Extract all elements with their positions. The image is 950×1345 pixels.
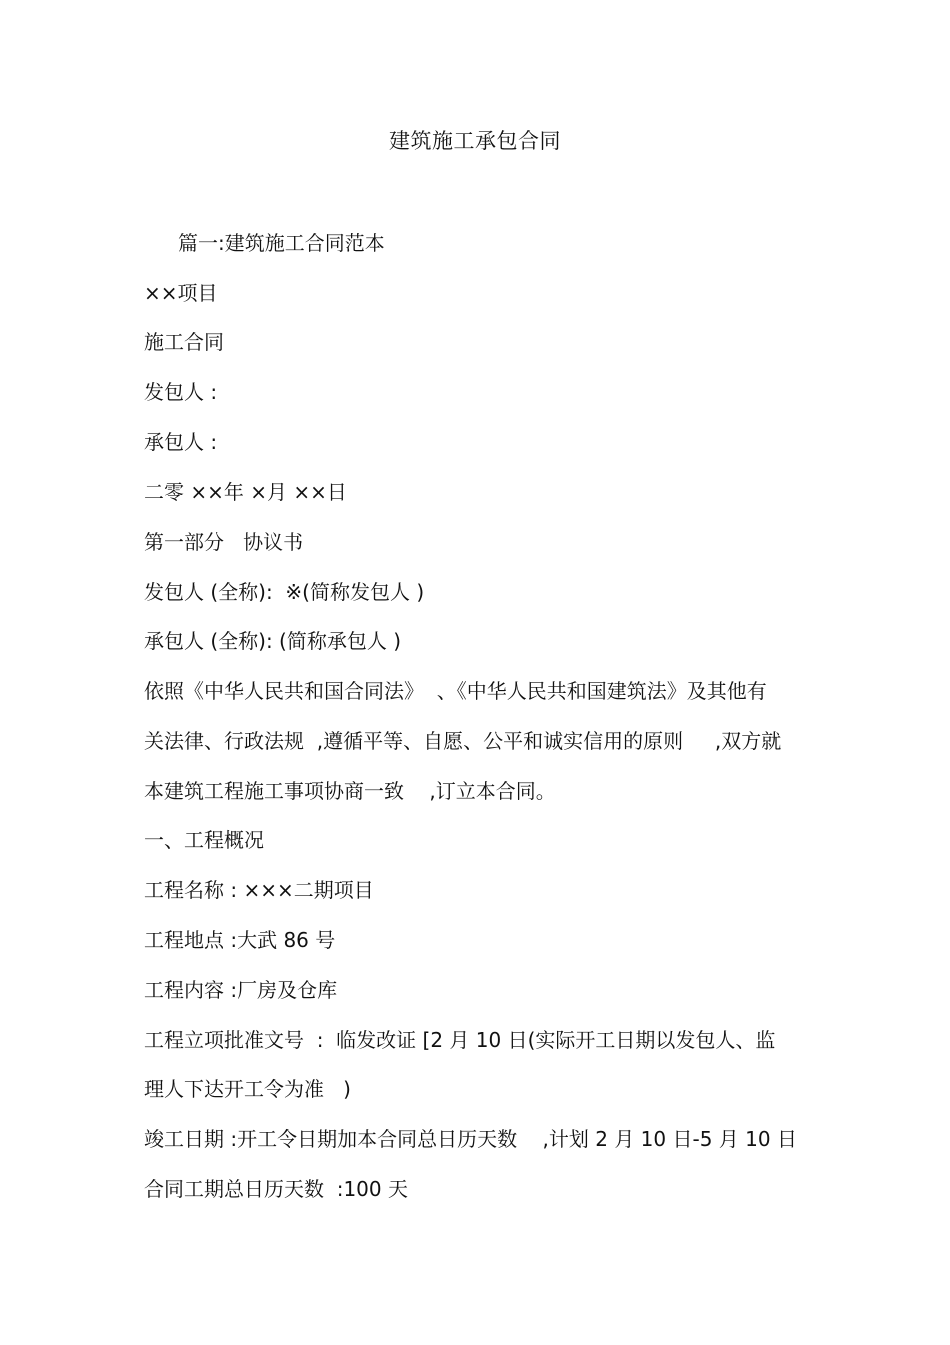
contractor-line: 承包人 :: [144, 430, 218, 454]
contractor-fullname-line: 承包人 (全称): (简称承包人 ): [144, 629, 402, 653]
body-paragraph-line: 依照《中华人民共和国合同法》 、《中华人民共和国建筑法》及其他有: [144, 679, 767, 703]
total-days-line: 合同工期总日历天数 :100 天: [144, 1177, 408, 1201]
project-name-line: ××项目: [144, 281, 218, 305]
project-title-line: 工程名称 : ×××二期项目: [144, 878, 374, 902]
employer-fullname-line: 发包人 (全称): ※(简称发包人 ): [144, 580, 425, 604]
chapter-heading: 篇一:建筑施工合同范本: [178, 231, 385, 255]
part-one-heading: 第一部分 协议书: [144, 530, 304, 554]
contract-type-line: 施工合同: [144, 330, 224, 354]
body-paragraph-line: 本建筑工程施工事项协商一致 ,订立本合同。: [144, 779, 556, 803]
completion-date-line: 竣工日期 :开工令日期加本合同总日历天数 ,计划 2 月 10 日-5 月 10 日: [144, 1127, 797, 1151]
date-line: 二零 ××年 ×月 ××日: [144, 480, 347, 504]
document-title: 建筑施工承包合同: [389, 129, 561, 153]
approval-number-line-cont: 理人下达开工令为准 ): [144, 1077, 351, 1101]
project-content-line: 工程内容 :厂房及仓库: [144, 978, 338, 1002]
body-paragraph-line: 关法律、行政法规 ,遵循平等、自愿、公平和诚实信用的原则 ,双方就: [144, 729, 782, 753]
employer-line: 发包人 :: [144, 380, 218, 404]
project-location-line: 工程地点 :大武 86 号: [144, 928, 336, 952]
section-heading-overview: 一、工程概况: [144, 828, 264, 852]
approval-number-line: 工程立项批准文号 : 临发改证 [2 月 10 日(实际开工日期以发包人、监: [144, 1028, 776, 1052]
